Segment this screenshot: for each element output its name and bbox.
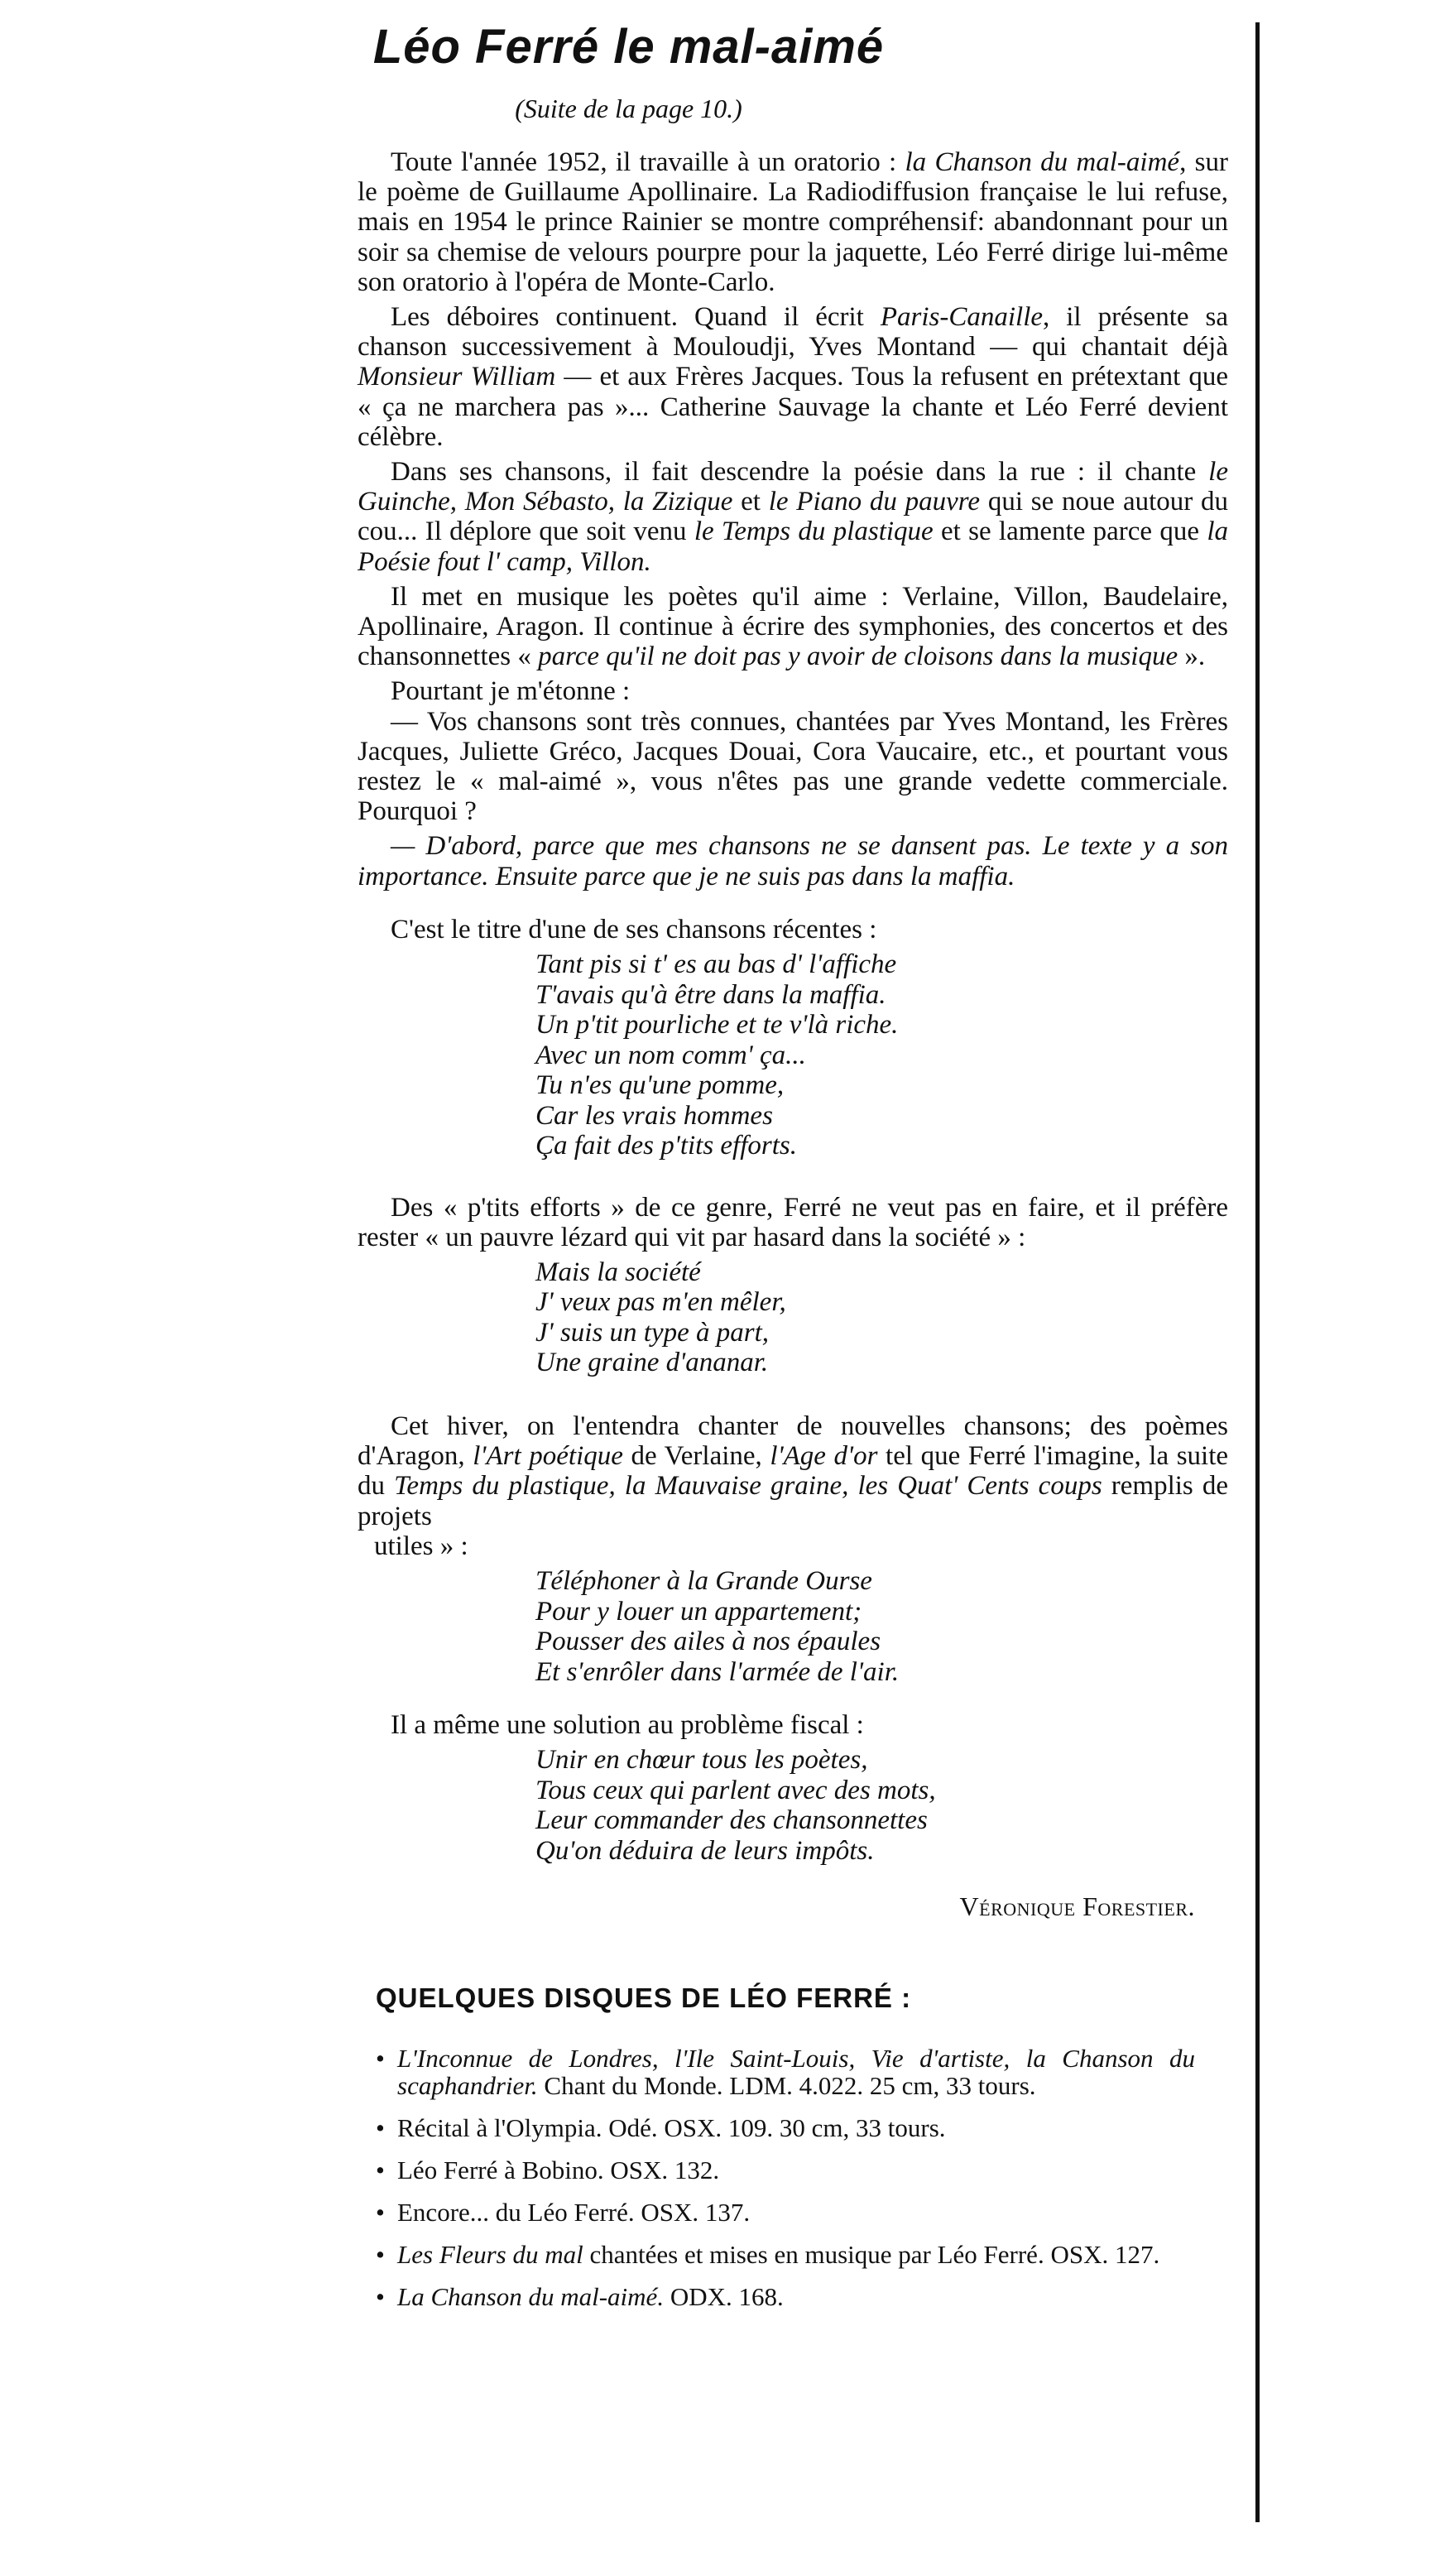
paragraph-10 (358, 1411, 1228, 1531)
discography-heading: QUELQUES DISQUES DE LÉO FERRÉ : (376, 1982, 912, 2014)
author-signature: Véronique Forestier. (959, 1891, 1195, 1922)
verse-2 (535, 1257, 1228, 1378)
text-run: et se lamente parce que (933, 517, 1207, 547)
text-run: Les déboires continuent. Quand il écrit (391, 302, 881, 333)
bullet-icon: • (376, 2240, 385, 2270)
record-details: Encore... du Léo Ferré. OSX. 137. (397, 2198, 751, 2228)
record-details: Chant du Monde. LDM. 4.022. 25 cm, 33 tours. (537, 2071, 1036, 2101)
verse-line: Mais la société (535, 1257, 701, 1287)
verse-line: Tant pis si t' es au bas d' l'affiche (535, 949, 897, 980)
bullet-icon: • (376, 2113, 385, 2143)
verse-line: J' suis un type à part, (535, 1317, 770, 1348)
text-run: Dans ses chansons, il fait descendre la poésie dans la rue : il chante (391, 457, 1209, 488)
work-title: la Chanson du mal-aimé (905, 147, 1180, 177)
text-run: — et aux Frères Jacques. Tous la refusent en prétextant que « ça ne marchera pas »... Catherine Sauvage la chante et Léo Ferré devient célèbre. (358, 362, 1229, 452)
verse-line: J' veux pas m'en mêler, (535, 1287, 786, 1318)
paragraph-8: C'est le titre d'une de ses chansons récentes : (391, 914, 877, 944)
text-run: , sur le poème de Guillaume Apollinaire. La Radiodiffusion française le lui refuse, mais en 1954 le prince Rainier se montre compréhensif: abandonnant pour un soir sa chemise de velours pourpre pour la jaquette, Léo Ferré dirige lui-même son oratorio à l'opéra de Monte-Carlo. (358, 147, 1228, 297)
record-entry (397, 2199, 1195, 2226)
record-details: ODX. 168. (664, 2282, 784, 2312)
verse-line: Tu n'es qu'une pomme, (535, 1070, 785, 1101)
paragraph-3 (358, 457, 1228, 577)
bullet-icon: • (376, 2282, 385, 2312)
verse-line: Car les vrais hommes (535, 1100, 773, 1131)
work-title: l'Age d'or (770, 1441, 878, 1472)
paragraph-10-end: utiles » : (374, 1531, 468, 1561)
paragraph-9: Des « p'tits efforts » de ce genre, Ferré ne veut pas en faire, et il préfère rester « un pauvre lézard qui vit par hasard dans la société » : (358, 1192, 1228, 1252)
record-entry (397, 2045, 1195, 2099)
work-title: le Piano du pauvre (768, 487, 981, 517)
text-run: et (732, 487, 769, 517)
verse-line: Et s'enrôler dans l'armée de l'air. (535, 1656, 900, 1687)
verse-line: Un p'tit pourliche et te v'là riche. (535, 1010, 899, 1040)
record-title: Les Fleurs du mal (397, 2240, 583, 2270)
verse-line: Pour y louer un appartement; (535, 1596, 862, 1627)
paragraph-6-question: — Vos chansons sont très connues, chantées par Yves Montand, les Frères Jacques, Juliette Gréco, Jacques Douai, Cora Vaucaire, etc., et pourtant vous restez le « mal-aimé », vous n'êtes pas une grande vedette commerciale. Pourquoi ? (358, 706, 1228, 827)
record-entry (397, 2241, 1195, 2268)
text-run: ». (1178, 642, 1206, 672)
work-title: l'Art poétique (473, 1441, 623, 1472)
verse-line: Tous ceux qui parlent avec des mots, (535, 1775, 936, 1805)
discography-item (376, 2114, 1195, 2141)
text-run: Cet hiver, on l'entendra chanter de nouvelles chansons; des poèmes d'Aragon, (358, 1411, 1228, 1472)
column-rule (1255, 22, 1260, 2522)
paragraph-4 (358, 582, 1228, 672)
verse-line: Leur commander des chansonnettes (535, 1805, 928, 1836)
verse-4 (535, 1745, 1228, 1866)
verse-line: Téléphoner à la Grande Ourse (535, 1566, 872, 1596)
verse-3 (535, 1566, 1228, 1687)
bullet-icon: • (376, 2198, 385, 2228)
record-details: Récital à l'Olympia. Odé. OSX. 109. 30 cm, 33 tours. (397, 2113, 946, 2143)
discography-item (376, 2156, 1195, 2184)
article-header (0, 0, 1257, 124)
text-run: Toute l'année 1952, il travaille à un oratorio : (391, 147, 905, 177)
verse-line: Qu'on déduira de leurs impôts. (535, 1835, 875, 1866)
record-entry (397, 2283, 1195, 2310)
work-title: Temps du plastique, la Mauvaise graine, les Quat' Cents coups (394, 1471, 1102, 1502)
bullet-icon: • (376, 2155, 385, 2185)
quote: parce qu'il ne doit pas y avoir de cloisons dans la musique (538, 642, 1178, 672)
record-entry (397, 2156, 1195, 2184)
text-run: tel que Ferré l'imagine, la suite du (358, 1441, 1229, 1502)
answer-text: — D'abord, parce que mes chansons ne se dansent pas. Le texte y a son importance. Ensuite parce que je ne suis pas dans la maffia. (358, 831, 1228, 892)
text-run: remplis de projets (358, 1471, 1228, 1531)
record-details: chantées et mises en musique par Léo Ferré. OSX. 127. (583, 2240, 1160, 2270)
paragraph-5: Pourtant je m'étonne : (391, 676, 631, 707)
work-title: le Temps du plastique (694, 517, 934, 547)
text-run: de Verlaine, (622, 1441, 770, 1472)
text-run: Il met en musique les poètes qu'il aime : Verlaine, Villon, Baudelaire, Apollinaire, Aragon. Il continue à écrire des symphonies, des concertos et des chansonnettes « (358, 581, 1228, 672)
work-title: Monsieur William (358, 362, 556, 392)
discography-list (358, 2045, 1228, 2310)
work-title: la Poésie fout l' camp, Villon. (358, 517, 1229, 577)
article-body (358, 147, 1228, 2310)
paragraph-2 (358, 302, 1228, 452)
record-entry (397, 2114, 1195, 2141)
verse-line: Unir en chœur tous les poètes, (535, 1745, 868, 1776)
work-title: le Guinche, Mon Sébasto, la Zizique (358, 457, 1228, 517)
verse-1 (535, 949, 1228, 1161)
record-details: Léo Ferré à Bobino. OSX. 132. (397, 2155, 720, 2185)
verse-line: Avec un nom comm' ça... (535, 1040, 806, 1070)
record-title: L'Inconnue de Londres, l'Ile Saint-Louis, Vie d'artiste, la Chanson du scaphandrier. (397, 2044, 1195, 2101)
text-run: qui se noue autour du cou... Il déplore que soit venu (358, 487, 1229, 547)
paragraph-11: Il a même une solution au problème fiscal : (391, 1710, 864, 1740)
text-run: , il présente sa chanson successivement à Mouloudji, Yves Montand — qui chantait déjà (358, 302, 1228, 363)
paragraph-7-answer (358, 831, 1228, 891)
verse-line: Ça fait des p'tits efforts. (535, 1131, 797, 1161)
verse-line: T'avais qu'à être dans la maffia. (535, 979, 886, 1010)
discography-item (376, 2283, 1195, 2310)
paragraph-1 (358, 147, 1228, 297)
discography-item (376, 2241, 1195, 2268)
record-title: La Chanson du mal-aimé. (397, 2282, 665, 2312)
article-subtitle: (Suite de la page 10.) (515, 94, 742, 123)
discography-item (376, 2045, 1195, 2099)
verse-line: Pousser des ailes à nos épaules (535, 1627, 881, 1656)
verse-line: Une graine d'ananar. (535, 1348, 769, 1378)
bullet-icon: • (376, 2044, 385, 2074)
discography-item (376, 2199, 1195, 2226)
article-title: Léo Ferré le mal-aimé (372, 20, 885, 74)
work-title: Paris-Canaille (880, 302, 1044, 333)
